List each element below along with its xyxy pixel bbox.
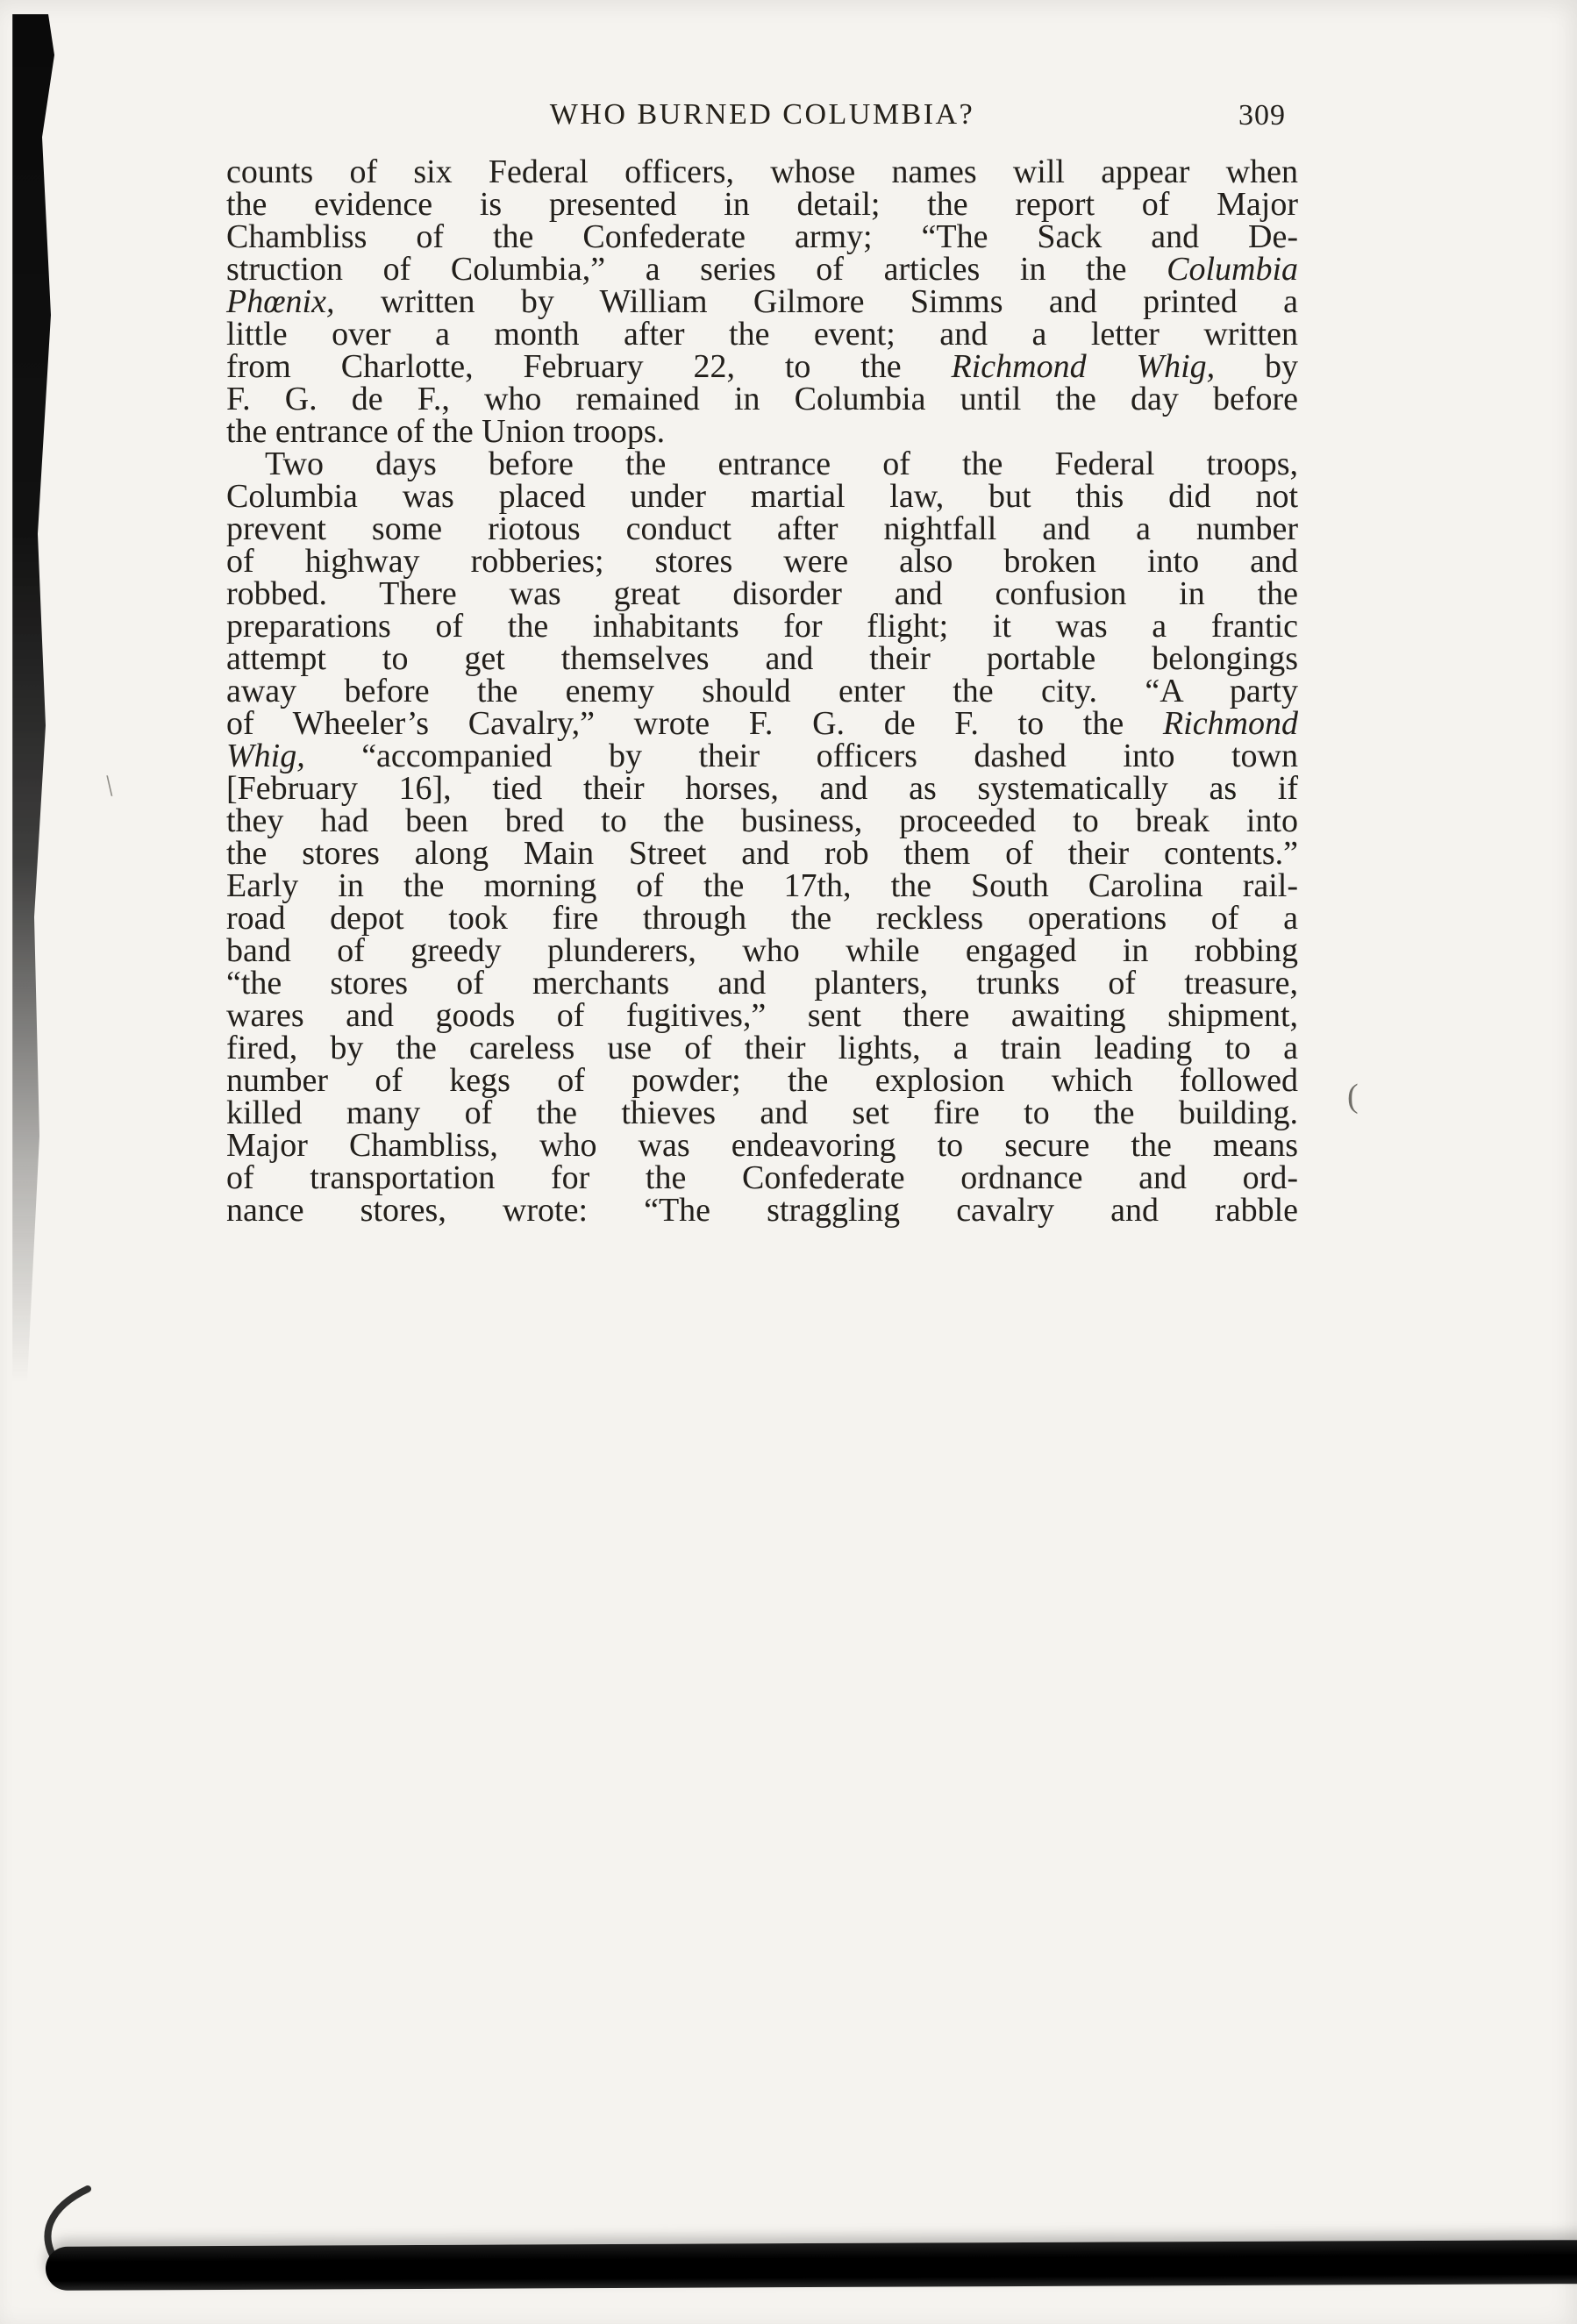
bottom-scan-bar-artifact xyxy=(46,2240,1577,2291)
text-line: Whig, “accompanied by their officers dashed into town xyxy=(226,738,1298,774)
running-header-title: WHO BURNED COLUMBIA? xyxy=(549,98,975,131)
text-line: the evidence is presented in detail; the report of Major xyxy=(226,186,1298,223)
text-line: band of greedy plunderers, who while engaged in robbing xyxy=(226,932,1298,969)
running-header xyxy=(226,98,1298,139)
text-line: fired, by the careless use of their lights, a train leading to a xyxy=(226,1030,1298,1066)
text-line: struction of Columbia,” a series of articles in the Columbia xyxy=(226,251,1298,288)
text-line: nance stores, wrote: “The straggling cavalry and rabble xyxy=(226,1192,1298,1229)
text-line: Columbia was placed under martial law, but this did not xyxy=(226,478,1298,515)
text-line: counts of six Federal officers, whose names will appear when xyxy=(226,153,1298,190)
text-line: preparations of the inhabitants for flight; it was a frantic xyxy=(226,608,1298,645)
text-line: Early in the morning of the 17th, the South Carolina rail- xyxy=(226,867,1298,904)
text-line: the stores along Main Street and rob them of their contents.” xyxy=(226,835,1298,872)
text-column xyxy=(226,98,1298,1227)
text-line: killed many of the thieves and set fire to the building. xyxy=(226,1094,1298,1131)
text-line: number of kegs of powder; the explosion which followed xyxy=(226,1062,1298,1099)
text-line: of highway robberies; stores were also broken into and xyxy=(226,543,1298,580)
right-margin-mark: ( xyxy=(1347,1078,1359,1115)
text-line: attempt to get themselves and their portable belongings xyxy=(226,640,1298,677)
left-margin-mark: \ xyxy=(103,769,116,803)
binding-shadow-artifact xyxy=(12,14,56,1382)
text-line: from Charlotte, February 22, to the Richmond Whig, by xyxy=(226,348,1299,385)
text-line: little over a month after the event; and a letter written xyxy=(226,316,1298,353)
page-body-text xyxy=(226,153,1299,1229)
text-line: Major Chambliss, who was endeavoring to secure the means xyxy=(226,1127,1298,1164)
text-line: F. G. de F., who remained in Columbia until the day before xyxy=(226,381,1298,417)
text-line: away before the enemy should enter the city. “A party xyxy=(226,673,1298,709)
text-line: of Wheeler’s Cavalry,” wrote F. G. de F. to the Richmond xyxy=(226,705,1298,742)
text-line: “the stores of merchants and planters, trunks of treasure, xyxy=(226,965,1298,1002)
text-line: prevent some riotous conduct after nightfall and a number xyxy=(226,510,1298,547)
text-line: Chambliss of the Confederate army; “The Sack and De- xyxy=(226,218,1298,255)
page-number: 309 xyxy=(1238,99,1286,132)
text-line: they had been bred to the business, proceeded to break into xyxy=(226,802,1298,839)
text-line: the entrance of the Union troops. xyxy=(226,413,666,450)
text-line: [February 16], tied their horses, and as systematically as if xyxy=(226,770,1298,807)
text-line: Phœnix, written by William Gilmore Simms and printed a xyxy=(226,283,1298,320)
text-line: Two days before the entrance of the Federal troops, xyxy=(265,446,1298,482)
text-line: wares and goods of fugitives,” sent there awaiting shipment, xyxy=(226,997,1298,1034)
text-line: robbed. There was great disorder and confusion in the xyxy=(226,575,1298,612)
text-line: road depot took fire through the reckless operations of a xyxy=(226,900,1298,937)
text-line: of transportation for the Confederate ordnance and ord- xyxy=(226,1159,1298,1196)
